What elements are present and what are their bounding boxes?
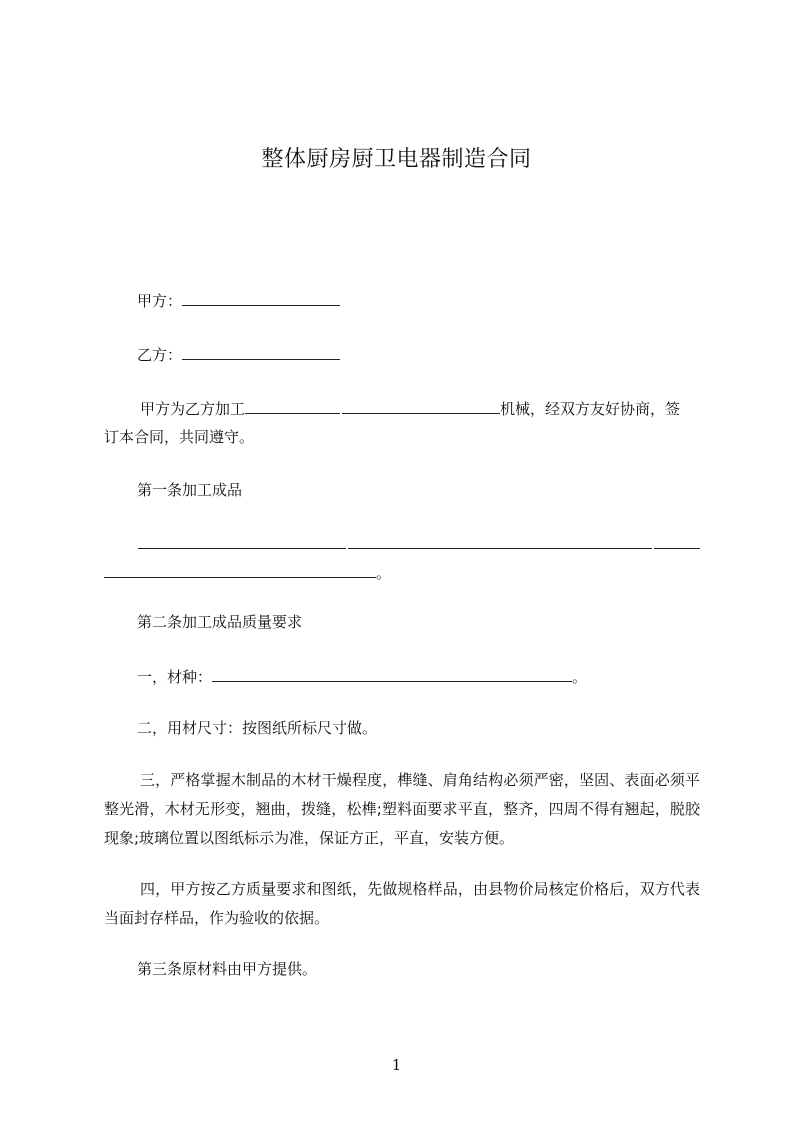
item-3: 三，严格掌握木制品的木材干燥程度，榫缝、肩角结构必须严密，坚固、表面必须平整光滑，木材无形变，翘曲，拨缝，松榫;塑料面要求平直，整齐，四周不得有翘起，脱胶现象;玻璃位置以图纸标示为准，保证方正，平直，安装方便。: [104, 771, 700, 847]
item-1-end: 。: [572, 668, 588, 686]
intro-suffix: 机械，经双方友好协商，签: [500, 400, 681, 418]
article-1-blank-line-1: [138, 532, 700, 555]
party-a-blank[interactable]: [182, 289, 340, 306]
article-1-blank-c[interactable]: [654, 532, 700, 549]
article-1-blank-b[interactable]: [348, 532, 652, 549]
item-1-line: [137, 665, 587, 688]
intro-continuation: 订本合同，共同遵守。: [104, 428, 255, 446]
document-title: 整体厨房厨卫电器制造合同: [261, 147, 532, 172]
item-1-blank[interactable]: [212, 665, 572, 682]
item-4: 四，甲方按乙方质量要求和图纸，先做规格样品，由县物价局核定价格后，双方代表当面封存样品，作为验收的依据。: [104, 880, 700, 927]
intro-prefix: 甲方为乙方加工: [140, 400, 246, 418]
party-a-label: 甲方：: [137, 292, 183, 310]
article-1-end: 。: [376, 564, 392, 582]
article-1-blank-a[interactable]: [138, 532, 346, 549]
article-1-blank-d[interactable]: [104, 561, 376, 578]
party-a-line: [137, 289, 340, 312]
article-1-blank-line-2: [104, 561, 391, 584]
intro-blank-1[interactable]: [245, 397, 340, 414]
item-1-label: 一，材种：: [137, 668, 213, 686]
intro-line-1: [140, 397, 680, 420]
article-1-heading: 第一条加工成品: [137, 481, 243, 499]
article-3-heading: 第三条原材料由甲方提供。: [137, 960, 318, 978]
party-b-line: [137, 343, 340, 366]
article-2-heading: 第二条加工成品质量要求: [137, 613, 303, 631]
party-b-label: 乙方：: [137, 346, 183, 364]
item-2: 二，用材尺寸：按图纸所标尺寸做。: [137, 719, 378, 737]
intro-line-2: [104, 426, 254, 448]
page-number: 1: [391, 1056, 402, 1074]
intro-blank-2[interactable]: [342, 397, 500, 414]
party-b-blank[interactable]: [182, 343, 340, 360]
